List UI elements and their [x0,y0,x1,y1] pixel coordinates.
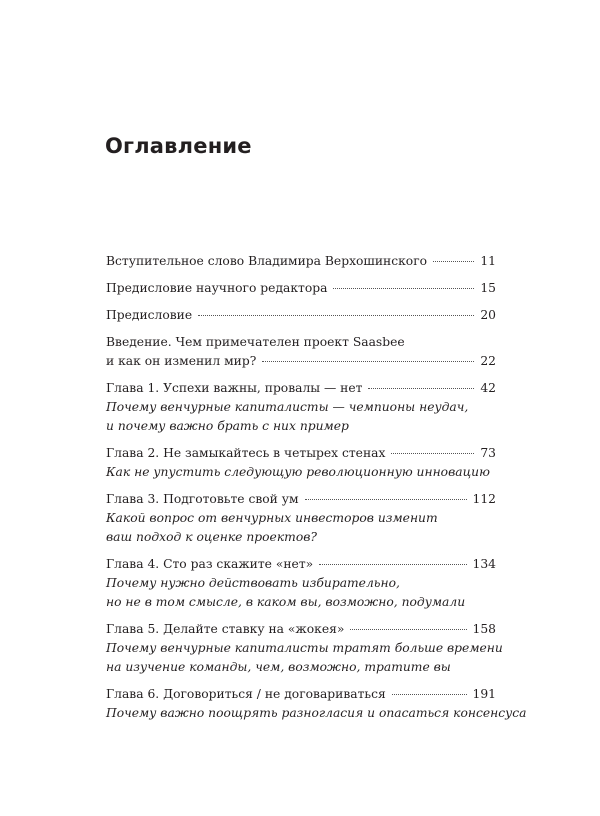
page-number: 22 [480,354,496,368]
toc-entry-line [106,333,496,352]
toc-entry [106,252,496,271]
dot-leader [350,629,466,630]
toc-entry-title: Введение. Чем примечателен проект Saasbee [106,335,405,349]
toc-entry [106,620,503,677]
page-number: 20 [480,308,496,322]
toc-entry-line [106,352,496,371]
toc-entry-subtitle-line: Почему нужно действовать избирательно, [106,576,400,590]
dot-leader [368,388,474,389]
page-number: 73 [480,446,496,460]
toc-entry-title: Глава 1. Успехи важны, провалы — нет [106,381,363,395]
toc-entry-line [106,252,496,271]
toc-entry-title: Предисловие [106,308,193,322]
dot-leader [433,261,474,262]
toc-entry-subtitle-line: Почему венчурные капиталисты тратят больше времени [106,641,503,655]
toc-entry-title: Глава 4. Сто раз скажите «нет» [106,557,314,571]
dot-leader [319,564,466,565]
dot-leader [262,361,474,362]
toc-entry-title: Предисловие научного редактора [106,281,328,295]
dot-leader [333,288,474,289]
toc-entry [106,685,527,723]
page-number: 134 [472,557,496,571]
toc-entry-title: Глава 6. Договориться / не договариваться [106,687,386,701]
toc-entry-title: Глава 3. Подготовьте свой ум [106,492,299,506]
toc-entry-line [106,555,496,574]
page-number: 42 [480,381,496,395]
toc-entry-line [106,379,496,398]
page-number: 191 [472,687,496,701]
toc-entry-subtitle [106,509,496,547]
dot-leader [305,499,467,500]
toc-entry-subtitle-line: Почему венчурные капиталисты — чемпионы неудач, [106,400,469,414]
page-title: Оглавление [105,134,252,158]
toc-entry-title: Глава 5. Делайте ставку на «жокея» [106,622,345,636]
toc-entry [106,279,496,298]
toc-entry-line [106,620,496,639]
toc-entry-subtitle-line: ваш подход к оценке проектов? [106,530,317,544]
page-number: 112 [472,492,496,506]
toc-entry-subtitle-line: Как не упустить следующую революционную инновацию [106,465,490,479]
dot-leader [198,315,474,316]
toc-entry [106,379,496,436]
toc-entry-title: Вступительное слово Владимира Верхошинского [106,254,428,268]
toc-entry-line [106,444,496,463]
toc-entry-title: Глава 2. Не замыкайтесь в четырех стенах [106,446,386,460]
toc-entry-subtitle-line: на изучение команды, чем, возможно, тратите вы [106,660,451,674]
toc-entry [106,555,496,612]
toc-entry-line [106,306,496,325]
toc-entry-line [106,685,496,704]
toc-entry-subtitle [106,639,503,677]
page-number: 11 [480,254,496,268]
toc-entry-title: и как он изменил мир? [106,354,257,368]
toc-entry-subtitle [106,398,496,436]
toc-entry [106,490,496,547]
dot-leader [392,694,467,695]
toc-entry-subtitle-line: Какой вопрос от венчурных инвесторов изменит [106,511,438,525]
toc-entry-subtitle-line: но не в том смысле, в каком вы, возможно, подумали [106,595,466,609]
toc-entry-subtitle [106,704,527,723]
page-number: 158 [472,622,496,636]
table-of-contents [106,252,527,731]
dot-leader [391,453,474,454]
toc-entry-subtitle [106,574,496,612]
toc-entry-line [106,490,496,509]
toc-entry [106,306,496,325]
page-number: 15 [480,281,496,295]
toc-entry-subtitle-line: и почему важно брать с них пример [106,419,349,433]
toc-entry [106,444,496,482]
toc-entry [106,333,496,371]
toc-entry-line [106,279,496,298]
toc-entry-subtitle [106,463,496,482]
toc-entry-subtitle-line: Почему важно поощрять разногласия и опасаться консенсуса [106,706,527,720]
